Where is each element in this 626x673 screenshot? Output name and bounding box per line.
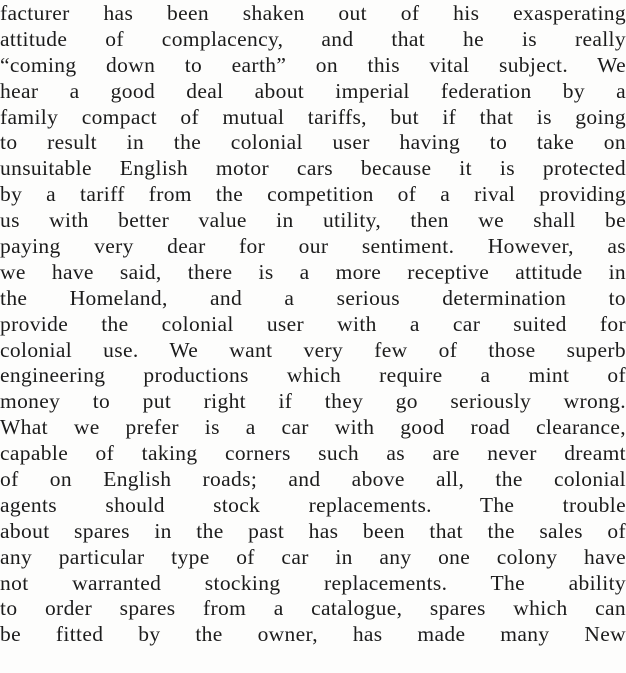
text-line: “coming down to earth” on this vital subject. We [0,52,626,77]
text-line: of on English roads; and above all, the colonial [0,467,626,492]
text-line: by a tariff from the competition of a rival providing [0,182,626,207]
text-line: engineering productions which require a mint of [0,363,626,388]
text-line: colonial use. We want very few of those superb [0,337,626,362]
text-line: not warranted stocking replacements. The ability [0,570,626,595]
text-line: we have said, there is a more receptive attitude in [0,259,626,284]
text-line: any particular type of car in any one colony have [0,544,626,569]
text-line: to order spares from a catalogue, spares which can [0,596,626,621]
text-line: paying very dear for our sentiment. However, as [0,234,626,259]
text-line: facturer has been shaken out of his exasperating [0,1,626,25]
text-line: capable of taking corners such as are never dreamt [0,441,626,466]
text-line: money to put right if they go seriously wrong. [0,389,626,414]
text-line: provide the colonial user with a car suited for [0,311,626,336]
text-line: hear a good deal about imperial federation by a [0,78,626,103]
text-line: unsuitable English motor cars because it is protected [0,156,626,181]
text-line: What we prefer is a car with good road clearance, [0,415,626,440]
text-line: attitude of complacency, and that he is really [0,26,626,51]
text-line: be fitted by the owner, has made many New [0,622,626,647]
article-text-column [0,1,626,648]
text-line: the Homeland, and a serious determination to [0,285,626,310]
text-line: about spares in the past has been that the sales of [0,518,626,543]
text-line: family compact of mutual tariffs, but if that is going [0,104,626,129]
text-line: us with better value in utility, then we shall be [0,208,626,233]
text-line: agents should stock replacements. The trouble [0,492,626,517]
text-line: to result in the colonial user having to take on [0,130,626,155]
